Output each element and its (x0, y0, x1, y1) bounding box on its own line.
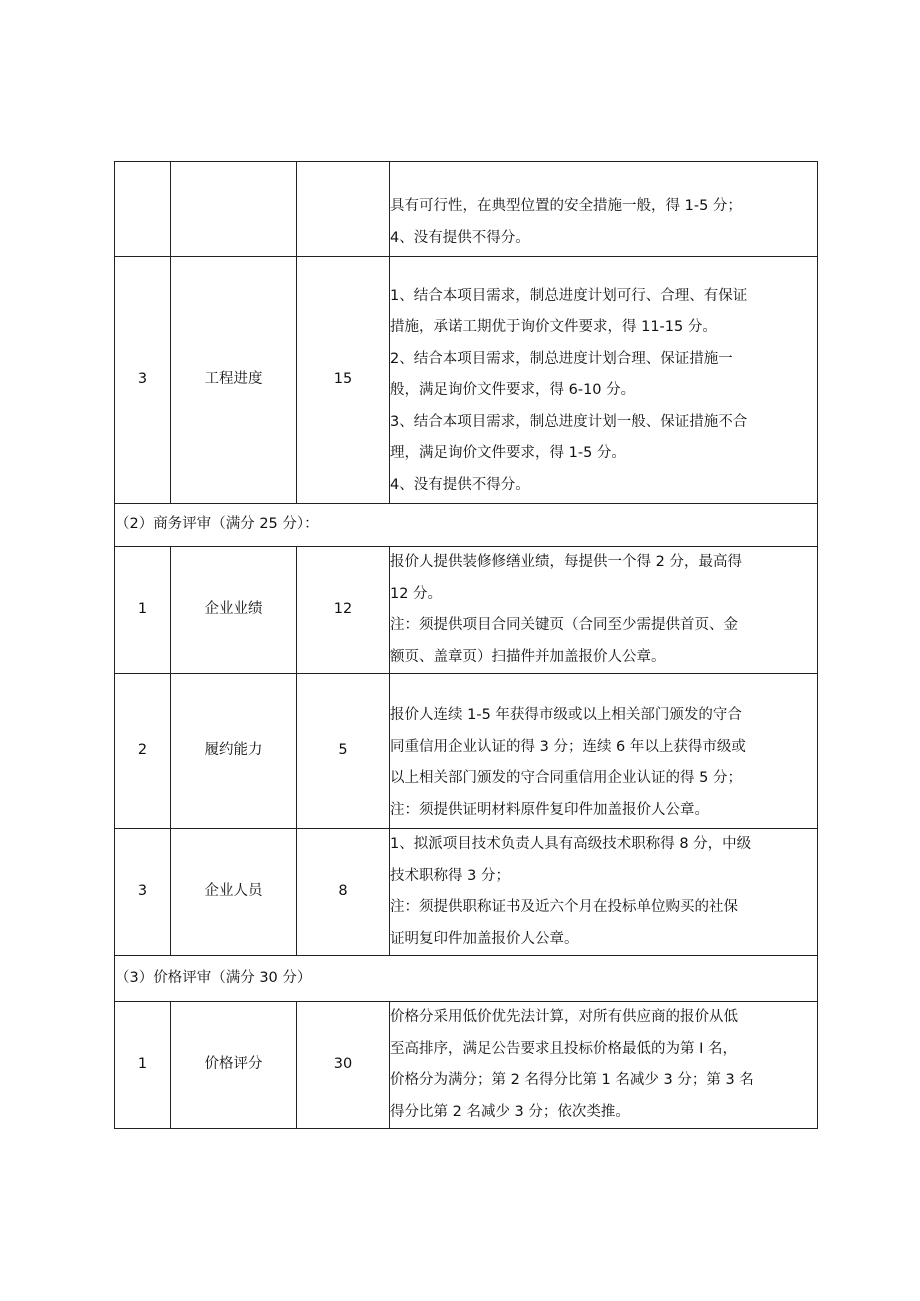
criterion-name: 履约能力 (171, 674, 297, 829)
criterion-name: 价格评分 (171, 1002, 297, 1129)
description-line: 价格分为满分；第 2 名得分比第 1 名减少 3 分；第 3 名 (390, 1072, 754, 1088)
criterion-score: 12 (297, 547, 390, 674)
row-number: 3 (115, 257, 171, 504)
description-line: 报价人提供装修修缮业绩，每提供一个得 2 分，最高得 (390, 554, 742, 570)
table-row (115, 547, 818, 674)
description-line: 4、没有提供不得分。 (390, 229, 530, 246)
criterion-description (390, 1002, 818, 1129)
table-row (115, 674, 818, 829)
row-number: 2 (115, 674, 171, 829)
description-line: 3、结合本项目需求，制总进度计划一般、保证措施不合 (390, 413, 748, 430)
criterion-score: 30 (297, 1002, 390, 1129)
criterion-description (390, 257, 818, 504)
criterion-name: 工程进度 (171, 257, 297, 504)
description-line: 报价人连续 1-5 年获得市级或以上相关部门颁发的守合 (390, 707, 742, 723)
table-row (115, 162, 818, 257)
description-line: 具有可行性，在典型位置的安全措施一般，得 1-5 分； (390, 198, 742, 214)
description-line: 1、结合本项目需求，制总进度计划可行、合理、有保证 (390, 287, 748, 304)
row-number: 3 (115, 829, 171, 956)
criterion-description (390, 162, 818, 257)
description-line: 2、结合本项目需求，制总进度计划合理、保证措施一 (390, 350, 733, 367)
section-header-row (115, 504, 818, 547)
description-line: 证明复印件加盖报价人公章。 (390, 930, 579, 947)
description-line: 措施，承诺工期优于询价文件要求，得 11-15 分。 (390, 319, 717, 335)
scoring-table (114, 161, 818, 1129)
row-number: 1 (115, 547, 171, 674)
criterion-description (390, 829, 818, 956)
description-line: 般，满足询价文件要求，得 6-10 分。 (390, 382, 636, 398)
criterion-name (171, 162, 297, 257)
description-line: 同重信用企业认证的得 3 分；连续 6 年以上获得市级或 (390, 738, 746, 755)
table-row (115, 829, 818, 956)
description-line: 4、没有提供不得分。 (390, 476, 530, 493)
description-line: 注：须提供证明材料原件复印件加盖报价人公章。 (390, 801, 709, 818)
criterion-name: 企业业绩 (171, 547, 297, 674)
description-line: 注：须提供项目合同关键页（合同至少需提供首页、金 (390, 617, 738, 633)
row-number: 1 (115, 1002, 171, 1129)
section-header-row (115, 956, 818, 1002)
criterion-description (390, 674, 818, 829)
section-title: （2）商务评审（满分 25 分）： (115, 504, 818, 547)
description-line: 以上相关部门颁发的守合同重信用企业认证的得 5 分； (390, 770, 742, 786)
criterion-score: 8 (297, 829, 390, 956)
description-line: 1、拟派项目技术负责人具有高级技术职称得 8 分，中级 (390, 836, 752, 852)
table-row (115, 257, 818, 504)
description-line: 注：须提供职称证书及近六个月在投标单位购买的社保 (390, 899, 738, 915)
criterion-score: 5 (297, 674, 390, 829)
criterion-name: 企业人员 (171, 829, 297, 956)
description-line: 额页、盖章页）扫描件并加盖报价人公章。 (390, 648, 666, 665)
criterion-description (390, 547, 818, 674)
description-line: 价格分采用低价优先法计算，对所有供应商的报价从低 (390, 1009, 738, 1025)
criterion-score (297, 162, 390, 257)
row-number (115, 162, 171, 257)
section-title: （3）价格评审（满分 30 分） (115, 956, 818, 1002)
description-line: 12 分。 (390, 585, 443, 602)
description-line: 技术职称得 3 分； (390, 867, 510, 884)
table-row (115, 1002, 818, 1129)
description-line: 得分比第 2 名减少 3 分；依次类推。 (390, 1103, 630, 1120)
description-line: 理，满足询价文件要求，得 1-5 分。 (390, 445, 626, 461)
criterion-score: 15 (297, 257, 390, 504)
description-line: 至高排序，满足公告要求且投标价格最低的为第 I 名， (390, 1040, 737, 1057)
